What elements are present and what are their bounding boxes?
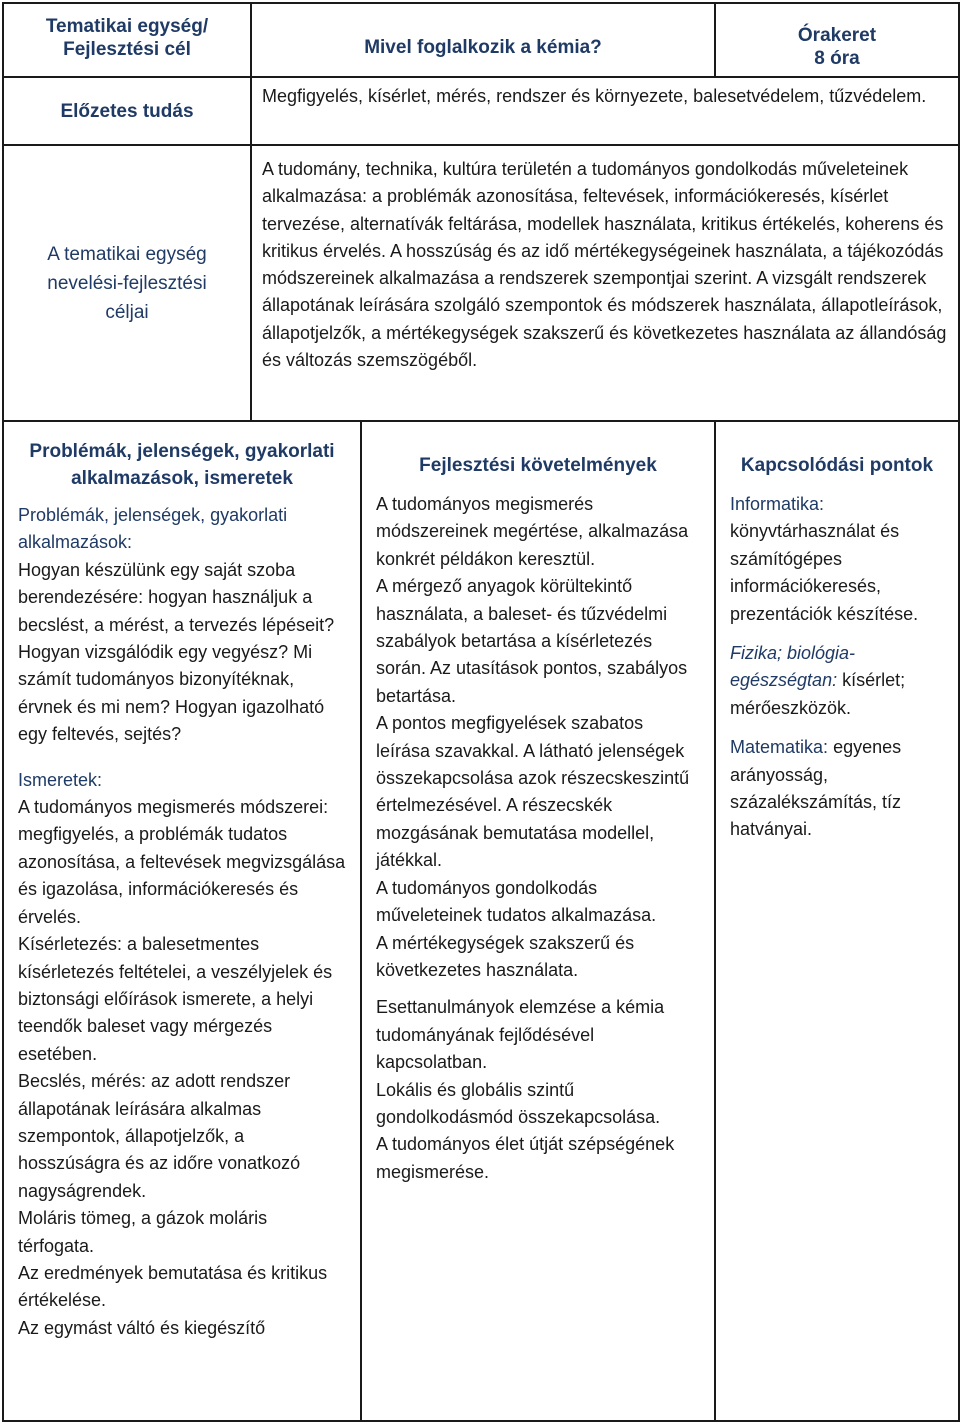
header-row [3, 3, 959, 77]
prior-knowledge-row [3, 77, 959, 145]
hours-cell [715, 3, 959, 77]
math-label: Matematika: [730, 737, 829, 758]
goals-label-line1: A tematikai egység [47, 243, 207, 265]
knowledge-text-6: Az egymást váltó és kiegészítő [18, 1317, 266, 1338]
requirements-text-3: A pontos megfigyelések szabatos leírása szavakkal. A látható jelenségek összekapcsolása azok részecskeszintű értelmezésével. A részecskék mozgásának bemutatása modellel, játékkal. [376, 713, 690, 871]
hours-label: Órakeret [797, 25, 877, 46]
col3-body [716, 477, 958, 844]
requirements-text-5: A mértékegységek szakszerű és következetes használata. [376, 932, 635, 980]
physics-text: kísérlet; mérőeszközök. [730, 670, 906, 718]
knowledge-text-5: Az eredmények bemutatása és kritikus értékelése. [18, 1262, 328, 1311]
requirements-text-6: Esettanulmányok elemzése a kémia tudományának fejlődésével kapcsolatban. [376, 997, 665, 1073]
unit-label-line1: Tematikai egység/ [45, 16, 209, 37]
physics-block [730, 640, 948, 722]
goals-label-cell [3, 145, 251, 421]
goals-row [3, 145, 959, 421]
prior-knowledge-text-cell [251, 77, 959, 145]
informatics-label: Informatika: [730, 494, 825, 514]
math-text: egyenes arányosság, százalékszámítás, tíz hatványai. [730, 737, 902, 840]
requirements-cell [361, 421, 715, 1421]
col2-header: Fejlesztési követelmények [419, 455, 657, 476]
goals-text: A tudomány, technika, kultúra területén a tudományos gondolkodás műveleteinek alkalmazása: a problémák azonosítása, feltevések, információkeresés, kísérlet tervezése, alternatívák feltárása, modellek használata, kritikus értékelés, koherens és kritikus érvelés. A hosszúság és az idő mértékegységeinek használata, a tájékozódás módszereinek alkalmazása a rendszerek szempontjai szerint. A vizsgált rendszerek állapotának leírására szolgáló szempontok és módszerek használata, állapotleírások, állapotjelzők, a mértékegységek szakszerű és következetes használata az állandóság és változás szemszögéből. [262, 159, 947, 371]
goals-text-cell [251, 145, 959, 421]
requirements-text-8: A tudományos élet útját szépségének megismerése. [376, 1134, 675, 1182]
problems-knowledge-cell [3, 421, 361, 1421]
unit-label-line2: Fejlesztési cél [63, 39, 191, 60]
physics-label: Fizika; biológia-egészségtan: [730, 643, 856, 691]
knowledge-text-3: Becslés, mérés: az adott rendszer állapotának leírására alkalmas szempontok, állapotjelzők, a hosszúságra és az időre vonatkozó nagyságrendek. [18, 1071, 301, 1201]
knowledge-label: Ismeretek: [18, 769, 103, 790]
goals-label-line2: nevelési-fejlesztési [47, 272, 207, 294]
requirements-text-1: A tudományos megismerés módszereinek megértése, alkalmazása konkrét példákon keresztül. [376, 494, 689, 569]
topic-cell [251, 3, 715, 77]
problems-text: Hogyan készülünk egy saját szoba berendezésére: hogyan használjuk a becslést, a mérést, a tervezés lépéseit? Hogyan vizsgálódik egy vegyész? Mi számít tudományos bizonyítéknak, érvnek és mi nem? Hogyan igazolható egy feltevés, sejtés? [18, 559, 335, 745]
prior-knowledge-label: Előzetes tudás [60, 100, 194, 122]
unit-label-cell [3, 3, 251, 77]
knowledge-text-4: Moláris tömeg, a gázok moláris térfogata. [18, 1208, 268, 1256]
prior-knowledge-label-cell [3, 77, 251, 145]
col2-body [362, 477, 714, 1186]
goals-label-line3: céljai [105, 301, 149, 323]
col3-header: Kapcsolódási pontok [740, 455, 934, 476]
knowledge-text-2: Kísérletezés: a balesetmentes kísérletezés feltételei, a veszélyjelek és biztonsági előírások ismerete, a helyi teendők baleset vagy mérgezés esetében. [18, 934, 333, 1064]
problems-label: Problémák, jelenségek, gyakorlati alkalmazások: [18, 505, 288, 553]
col1-header: Problémák, jelenségek, gyakorlati alkalmazások, ismeretek [29, 441, 335, 489]
curriculum-table [2, 2, 960, 1422]
informatics-text: könyvtárhasználat és számítógépes információkeresés, prezentációk készítése. [730, 521, 919, 624]
math-block [730, 734, 948, 844]
prior-knowledge-text: Megfigyelés, kísérlet, mérés, rendszer és környezete, balesetvédelem, tűzvédelem. [262, 86, 927, 106]
requirements-text-7: Lokális és globális szintű gondolkodásmód összekapcsolása. [376, 1079, 661, 1127]
hours-value: 8 óra [814, 48, 860, 69]
requirements-text-2: A mérgező anyagok körültekintő használata, a baleset- és tűzvédelmi szabályok betartása a kísérletezés során. Az utasítások pontos, szabályos betartása. [376, 576, 688, 706]
topic-title: Mivel foglalkozik a kémia? [364, 36, 602, 58]
requirements-text-4: A tudományos gondolkodás műveleteinek tudatos alkalmazása. [376, 877, 657, 926]
connections-cell [715, 421, 959, 1421]
knowledge-text-1: A tudományos megismerés módszerei: megfigyelés, a problémák tudatos azonosítása, a feltevések megvizsgálása és igazolása, információkeresés és érvelés. [18, 797, 346, 927]
content-row [3, 421, 959, 1421]
col1-body [4, 492, 360, 1342]
